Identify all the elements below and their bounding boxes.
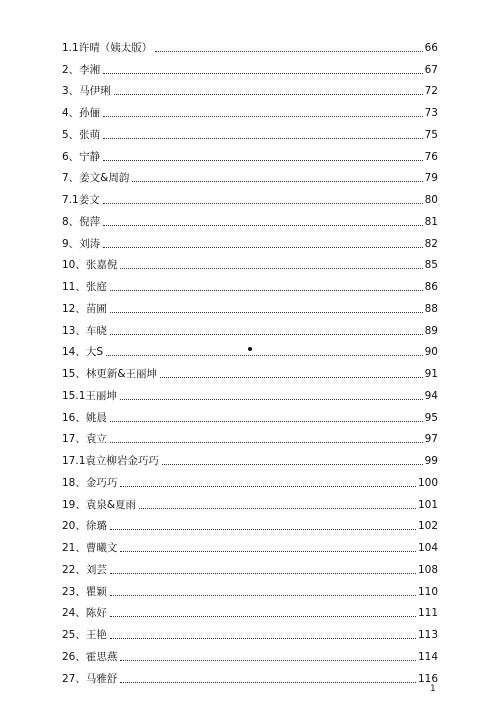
toc-entry-title: 14、大S: [62, 346, 104, 359]
toc-entry[interactable]: [62, 294, 438, 316]
toc-entry-page: 88: [424, 302, 438, 315]
toc-entry[interactable]: [62, 33, 438, 55]
toc-entry-page: 73: [424, 107, 438, 119]
toc-entry[interactable]: [62, 98, 438, 120]
dot-leader: [110, 442, 423, 443]
toc-entry-page: 85: [424, 259, 438, 272]
toc-entry-title: 5、张萌: [62, 128, 101, 141]
dot-leader: [120, 660, 416, 661]
dot-leader: [120, 551, 416, 552]
dot-leader: [110, 529, 416, 530]
toc-entry-title: 15、林更新&王丽坤: [62, 368, 158, 380]
toc-entry[interactable]: [62, 533, 438, 555]
dot-leader: [103, 73, 422, 74]
table-of-contents: [62, 33, 438, 686]
toc-entry-title: 18、金巧巧: [62, 476, 118, 489]
toc-entry-page: 91: [424, 368, 438, 380]
toc-entry-title: 26、霍思燕: [62, 650, 118, 663]
toc-entry[interactable]: [62, 55, 438, 77]
dot-leader: [120, 486, 416, 487]
toc-entry-page: 111: [417, 607, 438, 620]
toc-entry[interactable]: [62, 490, 438, 512]
dot-leader: [114, 94, 423, 95]
toc-entry-page: 82: [424, 237, 438, 250]
dot-leader: [120, 399, 423, 400]
toc-entry-title: 6、宁静: [62, 150, 101, 163]
toc-entry[interactable]: [62, 77, 438, 99]
toc-entry[interactable]: [62, 185, 438, 207]
toc-entry-title: 27、马雅舒: [62, 672, 118, 685]
toc-entry-title: 8、倪萍: [62, 215, 101, 228]
toc-entry-page: 75: [424, 128, 438, 141]
toc-entry-page: 101: [417, 498, 438, 511]
dot-leader: [103, 160, 422, 161]
toc-entry-title: 7.1姜文: [62, 194, 100, 206]
toc-entry[interactable]: [62, 446, 438, 468]
dot-leader: [110, 290, 423, 291]
toc-entry-title: 13、车晓: [62, 324, 107, 337]
toc-entry[interactable]: [62, 468, 438, 490]
toc-entry-page: 95: [424, 411, 438, 424]
toc-entry-title: 2、李湘: [62, 63, 101, 76]
toc-entry-title: 24、陈好: [62, 607, 107, 620]
toc-entry-page: 66: [424, 41, 438, 54]
dot-leader: [103, 203, 423, 204]
toc-entry[interactable]: [62, 120, 438, 142]
toc-entry[interactable]: [62, 620, 438, 642]
dot-leader: [110, 638, 416, 639]
toc-entry[interactable]: [62, 512, 438, 534]
toc-entry-page: 114: [417, 650, 438, 663]
toc-entry-page: 94: [424, 389, 438, 402]
toc-entry[interactable]: [62, 316, 438, 338]
toc-entry-title: 19、袁泉&夏雨: [62, 498, 137, 511]
toc-entry[interactable]: [62, 142, 438, 164]
dot-leader: [110, 421, 423, 422]
toc-entry-title: 17.1袁立柳岩金巧巧: [62, 455, 159, 467]
toc-entry-title: 22、刘芸: [62, 563, 107, 576]
toc-entry-title: 15.1王丽坤: [62, 389, 117, 402]
toc-entry-page: 79: [424, 172, 438, 185]
dot-leader: [110, 312, 423, 313]
toc-entry-page: 116: [417, 672, 438, 685]
stray-dot-mark: [248, 347, 252, 351]
toc-entry-page: 90: [424, 346, 438, 359]
toc-entry-title: 3、马伊琍: [62, 85, 111, 98]
toc-entry-title: 23、瞿颖: [62, 585, 107, 598]
toc-entry-title: 10、张嘉倪: [62, 259, 118, 272]
toc-entry-title: 7、姜文&周韵: [62, 172, 130, 185]
toc-entry-page: 86: [424, 281, 438, 293]
toc-entry[interactable]: [62, 359, 438, 381]
dot-leader: [132, 181, 422, 182]
page-number: 1: [430, 684, 436, 694]
dot-leader: [120, 268, 422, 269]
toc-entry[interactable]: [62, 425, 438, 447]
toc-entry-title: 16、姚晨: [62, 411, 107, 424]
dot-leader: [110, 616, 416, 617]
toc-entry[interactable]: [62, 381, 438, 403]
toc-entry-page: 108: [417, 563, 438, 576]
toc-entry-page: 99: [424, 455, 438, 467]
dot-leader: [110, 595, 416, 596]
toc-entry-title: 20、徐璐: [62, 520, 107, 533]
toc-entry[interactable]: [62, 642, 438, 664]
toc-entry-page: 100: [417, 476, 438, 489]
dot-leader: [120, 682, 416, 683]
toc-entry-page: 81: [424, 215, 438, 228]
dot-leader: [103, 247, 422, 248]
toc-entry-title: 17、袁立: [62, 433, 107, 446]
toc-entry-page: 104: [417, 542, 438, 554]
toc-entry[interactable]: [62, 229, 438, 251]
dot-leader: [139, 508, 416, 509]
toc-entry-title: 25、王艳: [62, 629, 107, 641]
dot-leader: [106, 355, 423, 356]
dot-leader: [155, 51, 422, 52]
toc-entry-page: 80: [424, 194, 438, 206]
toc-entry[interactable]: [62, 664, 438, 686]
dot-leader: [162, 464, 423, 465]
toc-entry-page: 102: [417, 520, 438, 533]
toc-entry[interactable]: [62, 207, 438, 229]
dot-leader: [110, 334, 423, 335]
toc-entry-title: 9、刘涛: [62, 237, 101, 250]
dot-leader: [103, 138, 422, 139]
toc-entry-title: 4、孙俪: [62, 107, 101, 119]
toc-entry-title: 12、苗圃: [62, 302, 107, 315]
toc-entry[interactable]: [62, 251, 438, 273]
dot-leader: [160, 377, 423, 378]
toc-entry-title: 11、张庭: [62, 281, 107, 293]
toc-entry-page: 110: [417, 585, 438, 598]
toc-entry-page: 113: [417, 629, 438, 641]
dot-leader: [103, 116, 422, 117]
toc-entry[interactable]: [62, 577, 438, 599]
toc-entry-page: 72: [424, 85, 438, 98]
toc-entry[interactable]: [62, 272, 438, 294]
toc-entry-page: 97: [424, 433, 438, 446]
toc-entry[interactable]: [62, 164, 438, 186]
toc-entry[interactable]: [62, 599, 438, 621]
toc-entry-page: 76: [424, 150, 438, 163]
toc-entry[interactable]: [62, 403, 438, 425]
toc-entry-title: 21、曹曦文: [62, 542, 118, 554]
toc-entry-page: 89: [424, 324, 438, 337]
toc-entry-page: 67: [424, 63, 438, 76]
toc-entry-title: 1.1许晴（姨太版）: [62, 41, 153, 54]
dot-leader: [103, 225, 422, 226]
toc-entry[interactable]: [62, 555, 438, 577]
dot-leader: [110, 573, 416, 574]
